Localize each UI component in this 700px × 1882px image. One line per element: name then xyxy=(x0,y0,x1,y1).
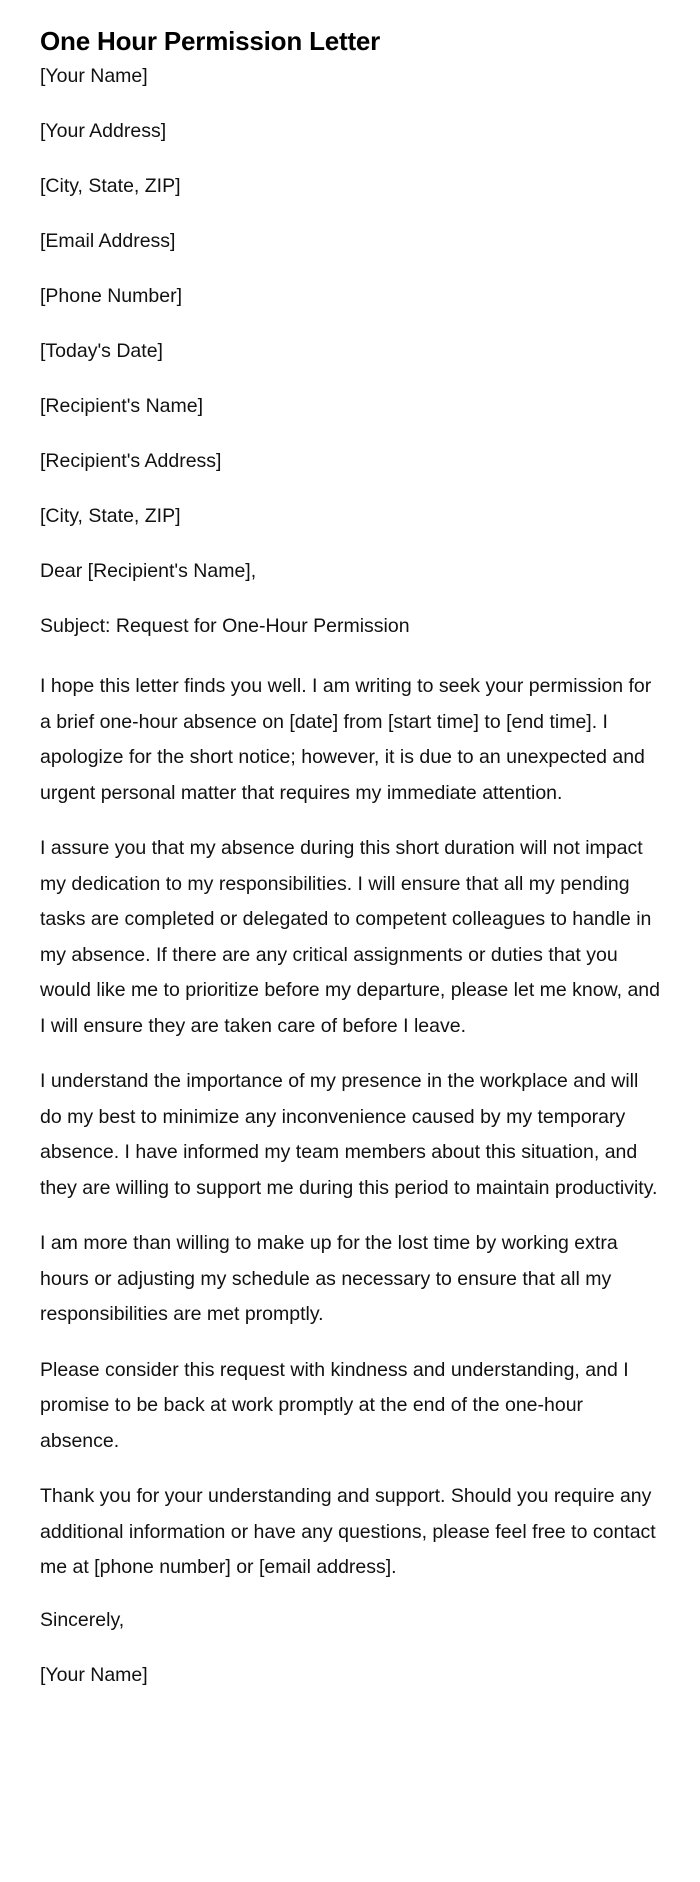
subject-line: Subject: Request for One-Hour Permission xyxy=(40,615,410,637)
closing: Sincerely, xyxy=(40,1608,125,1631)
sender-phone: [Phone Number] xyxy=(40,285,182,307)
letter-date: [Today's Date] xyxy=(40,340,163,362)
sender-city-state-zip: [City, State, ZIP] xyxy=(40,175,181,197)
sender-address: [Your Address] xyxy=(40,120,167,142)
body-paragraph: I assure you that my absence during this short duration will not impact my dedication to my responsibilities. I will ensure that all my pending tasks are completed or delegated to competent colleagues to handle in my absence. If there are any critical assignments or duties that you would like me to prioritize before my departure, please let me know, and I will ensure they are taken care of before I leave. xyxy=(40,837,660,1037)
body-paragraph: Please consider this request with kindness and understanding, and I promise to be back at work promptly at the end of the one-hour absence. xyxy=(40,1358,629,1452)
sender-name: [Your Name] xyxy=(40,65,148,87)
body-paragraph: Thank you for your understanding and support. Should you require any additional information or have any questions, please feel free to contact me at [phone number] or [email address]. xyxy=(40,1485,656,1578)
signature-name: [Your Name] xyxy=(40,1663,148,1686)
body-paragraph: I understand the importance of my presence in the workplace and will do my best to minimize any inconvenience caused by my temporary absence. I have informed my team members about this situation, and they are willing to support me during this period to maintain productivity. xyxy=(40,1070,658,1199)
sender-email: [Email Address] xyxy=(40,230,176,252)
body-paragraph: I hope this letter finds you well. I am writing to seek your permission for a brief one-hour absence on [date] from [start time] to [end time]. I apologize for the short notice; however, it is due to an unexpected and urgent personal matter that requires my immediate attention. xyxy=(40,675,652,804)
letter-page xyxy=(40,24,660,1718)
recipient-city-state-zip: [City, State, ZIP] xyxy=(40,505,181,527)
salutation: Dear [Recipient's Name], xyxy=(40,560,257,582)
page-title: One Hour Permission Letter xyxy=(40,26,381,56)
recipient-address: [Recipient's Address] xyxy=(40,450,222,472)
recipient-name: [Recipient's Name] xyxy=(40,395,204,417)
body-paragraph: I am more than willing to make up for the lost time by working extra hours or adjusting my schedule as necessary to ensure that all my responsibilities are met promptly. xyxy=(40,1232,618,1325)
